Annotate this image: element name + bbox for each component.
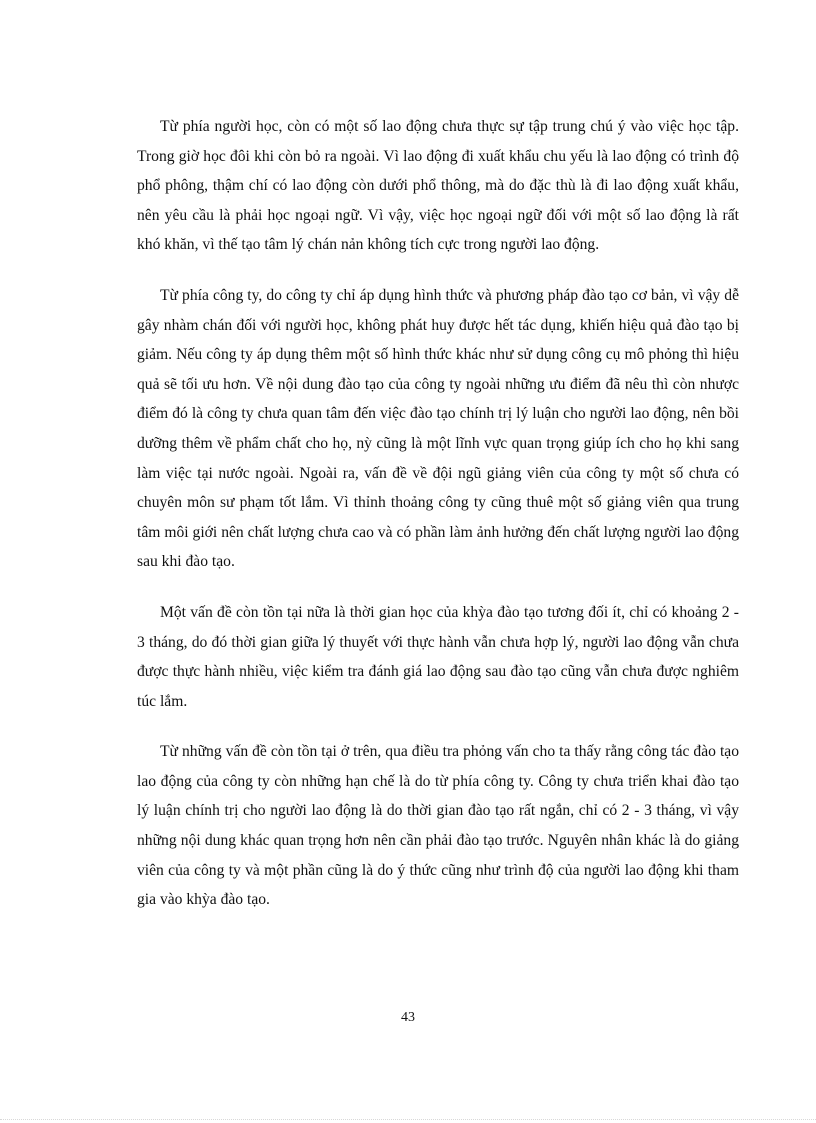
body-text: [137, 112, 739, 936]
paragraph-learner-side: Từ phía người học, còn có một số lao động chưa thực sự tập trung chú ý vào việc học tập. Trong giờ học đôi khi còn bỏ ra ngoài. Vì lao động đi xuất khẩu chu yếu là lao động có trình độ phổ phông, thậm chí có lao động còn dưới phổ thông, mà do đặc thù là đi lao động xuất khẩu, nên yêu cầu là phải học ngoại ngữ. Vì vậy, việc học ngoại ngữ đối với một số lao động là rất khó khăn, vì thế tạo tâm lý chán nản không tích cực trong người lao động.: [137, 118, 739, 254]
paragraph-company-side: Từ phía công ty, do công ty chỉ áp dụng hình thức và phương pháp đào tạo cơ bản, vì vậy dễ gây nhàm chán đối với người học, không phát huy được hết tác dụng, khiến hiệu quả đào tạo bị giảm. Nếu công ty áp dụng thêm một số hình thức khác như sử dụng công cụ mô phỏng thì hiệu quả sẽ tối ưu hơn. Về nội dung đào tạo của công ty ngoài những ưu điểm đã nêu thì còn nhược điểm đó là công ty chưa quan tâm đến việc đào tạo chính trị lý luận cho người lao động, nên bồi dưỡng thêm về phẩm chất cho họ, nỳ cũng là một lĩnh vực quan trọng giúp ích cho họ khi sang làm việc tại nước ngoài. Ngoài ra, vấn đề về đội ngũ giảng viên của công ty một số chưa có chuyên môn sư phạm tốt lắm. Vì thỉnh thoảng công ty cũng thuê một số giảng viên qua trung tâm môi giới nên chất lượng chưa cao và có phần làm ảnh hưởng đến chất lượng người lao động sau khi đào tạo.: [137, 286, 739, 571]
page-number: 43: [401, 1010, 415, 1025]
page-edge-divider: [0, 1119, 816, 1120]
paragraph-conclusion: Từ những vấn đề còn tồn tại ở trên, qua điều tra phỏng vấn cho ta thấy rằng công tác đào tạo lao động của công ty còn những hạn chế là do từ phía công ty. Công ty chưa triển khai đào tạo lý luận chính trị cho người lao động là do thời gian đào tạo rất ngắn, chỉ có 2 - 3 tháng, vì vậy những nội dung khác quan trọng hơn nên cần phải đào tạo trước. Nguyên nhân khác là do giảng viên của công ty và một phần cũng là do ý thức cũng như trình độ của người lao động khi tham gia vào khỳa đào tạo.: [137, 743, 739, 909]
paragraph-course-duration: Một vấn đề còn tồn tại nữa là thời gian học của khỳa đào tạo tương đối ít, chỉ có khoảng 2 - 3 tháng, do đó thời gian giữa lý thuyết với thực hành vẫn chưa hợp lý, người lao động vẫn chưa được thực hành nhiều, việc kiểm tra đánh giá lao động sau đào tạo cũng vẫn chưa được nghiêm túc lắm.: [137, 603, 739, 710]
